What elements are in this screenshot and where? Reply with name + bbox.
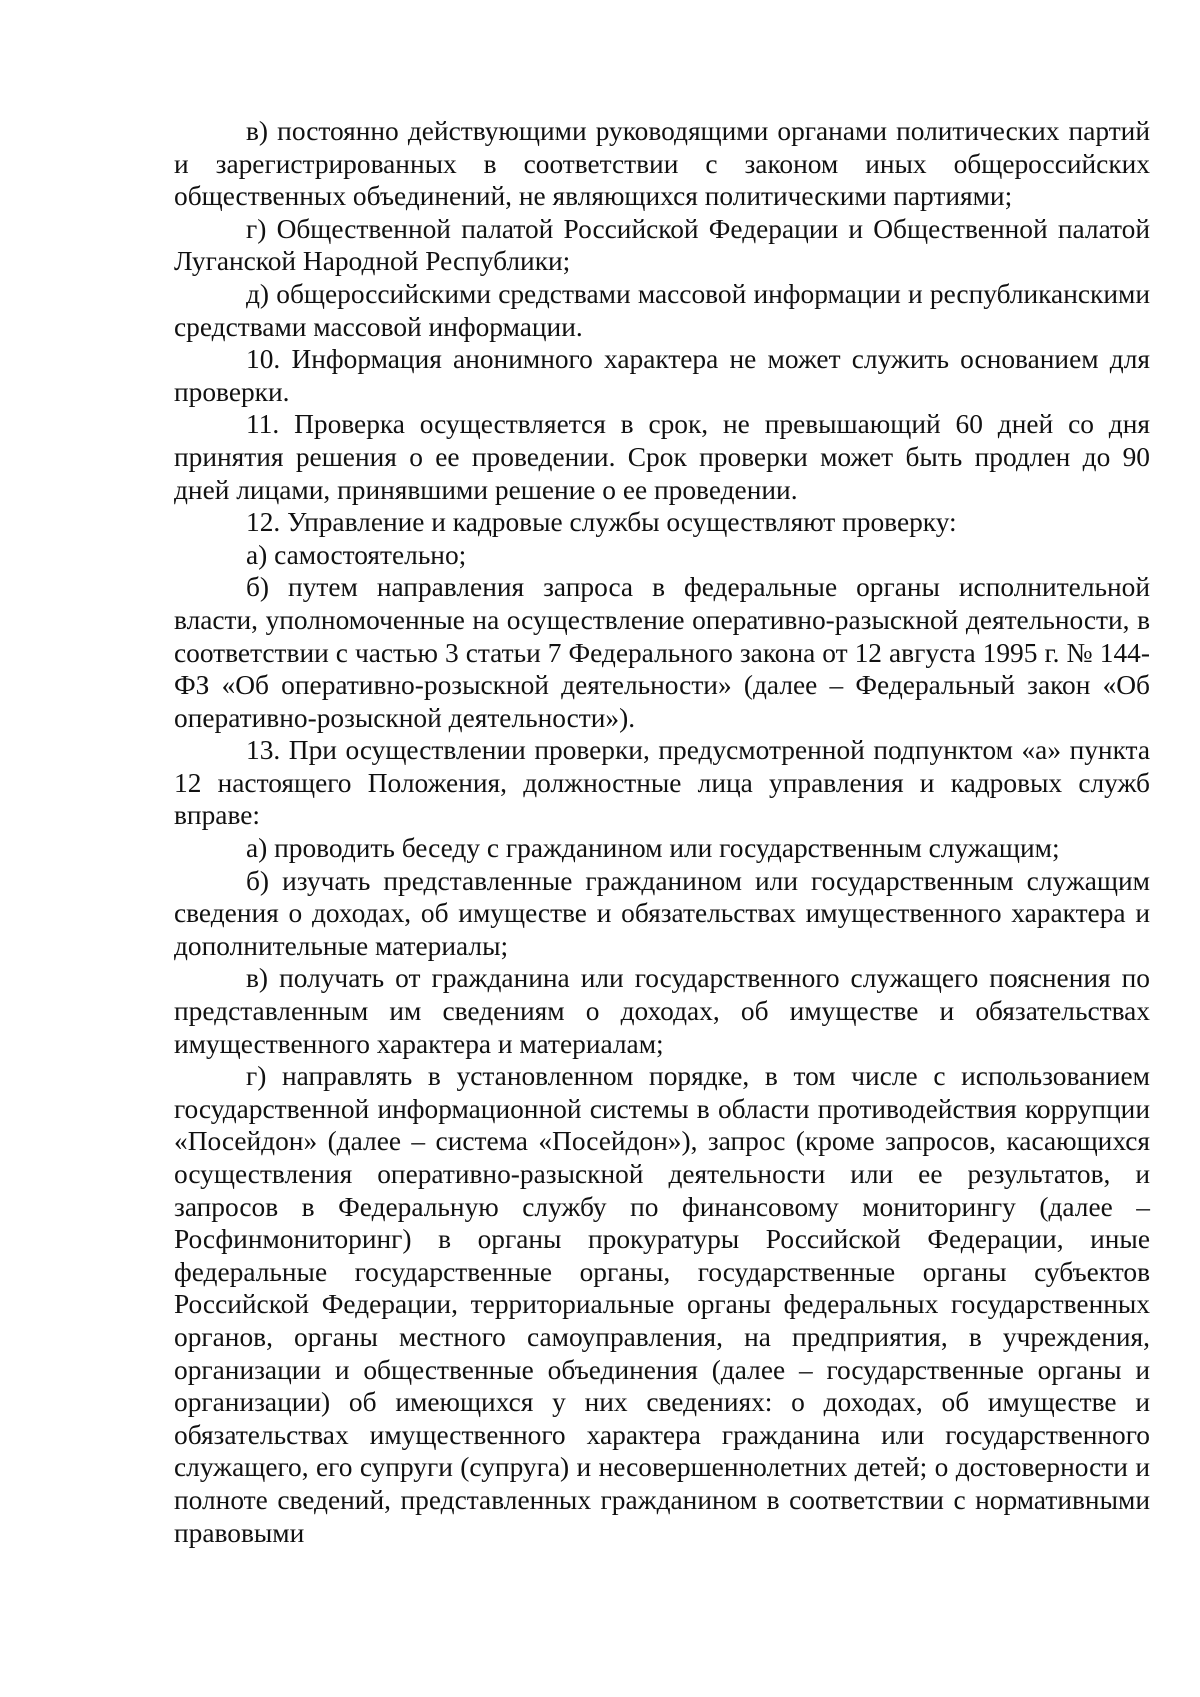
document-body [174, 115, 1150, 1549]
paragraph-13-item-v: в) получать от гражданина или государственного служащего пояснения по представленным им сведениям о доходах, об имуществе и обязательствах имущественного характера и материалам; [174, 963, 1150, 1059]
paragraph-item-d-mass-media: д) общероссийскими средствами массовой информации и республиканскими средствами массовой информации. [174, 278, 1150, 342]
paragraph-13-item-g: г) направлять в установленном порядке, в том числе с использованием государственной информационной системы в области противодействия коррупции «Посейдон» (далее – система «Посейдон»), запрос (кроме запросов, касающихся осуществления оперативно-разыскной деятельности или ее результатов, и запросов в Федеральную службу по финансовому мониторингу (далее – Росфинмониторинг) в органы прокуратуры Российской Федерации, иные федеральные государственные органы, государственные органы субъектов Российской Федерации, территориальные органы федеральных государственных органов, органы местного самоуправления, на предприятия, в учреждения, организации и общественные объединения (далее – государственные органы и организации) об имеющихся у них сведениях: о доходах, об имуществе и обязательствах имущественного характера гражданина или государственного служащего, его супруги (супруга) и несовершеннолетних детей; о достоверности и полноте сведений, представленных гражданином в соответствии с нормативными правовыми [174, 1061, 1150, 1548]
paragraph-12-inspection-bodies: 12. Управление и кадровые службы осуществляют проверку: [246, 507, 957, 538]
paragraph-12-item-b: б) путем направления запроса в федеральные органы исполнительной власти, уполномоченные на осуществление оперативно-разыскной деятельности, в соответствии с частью 3 статьи 7 Федерального закона от 12 августа 1995 г. № 144-ФЗ «Об оперативно-розыскной деятельности» (далее – Федеральный закон «Об оперативно-розыскной деятельности»). [174, 572, 1150, 733]
paragraph-13-rights: 13. При осуществлении проверки, предусмотренной подпунктом «а» пункта 12 настоящего Положения, должностные лица управления и кадровых служб вправе: [174, 735, 1150, 831]
paragraph-item-v-political-parties: в) постоянно действующими руководящими органами политических партий и зарегистрированных в соответствии с законом иных общероссийских общественных объединений, не являющихся политическими партиями; [174, 116, 1150, 212]
paragraph-12-item-a: а) самостоятельно; [246, 539, 467, 570]
paragraph-item-g-public-chamber: г) Общественной палатой Российской Федерации и Общественной палатой Луганской Народной Республики; [174, 213, 1150, 277]
paragraph-10-anonymous-info: 10. Информация анонимного характера не может служить основанием для проверки. [174, 344, 1150, 407]
paragraph-13-item-a: а) проводить беседу с гражданином или государственным служащим; [246, 833, 1060, 864]
paragraph-11-inspection-term: 11. Проверка осуществляется в срок, не превышающий 60 дней со дня принятия решения о ее проведении. Срок проверки может быть продлен до 90 дней лицами, принявшими решение о ее проведении. [174, 409, 1150, 505]
paragraph-13-item-b: б) изучать представленные гражданином или государственным служащим сведения о доходах, об имуществе и обязательствах имущественного характера и дополнительные материалы; [174, 865, 1150, 961]
